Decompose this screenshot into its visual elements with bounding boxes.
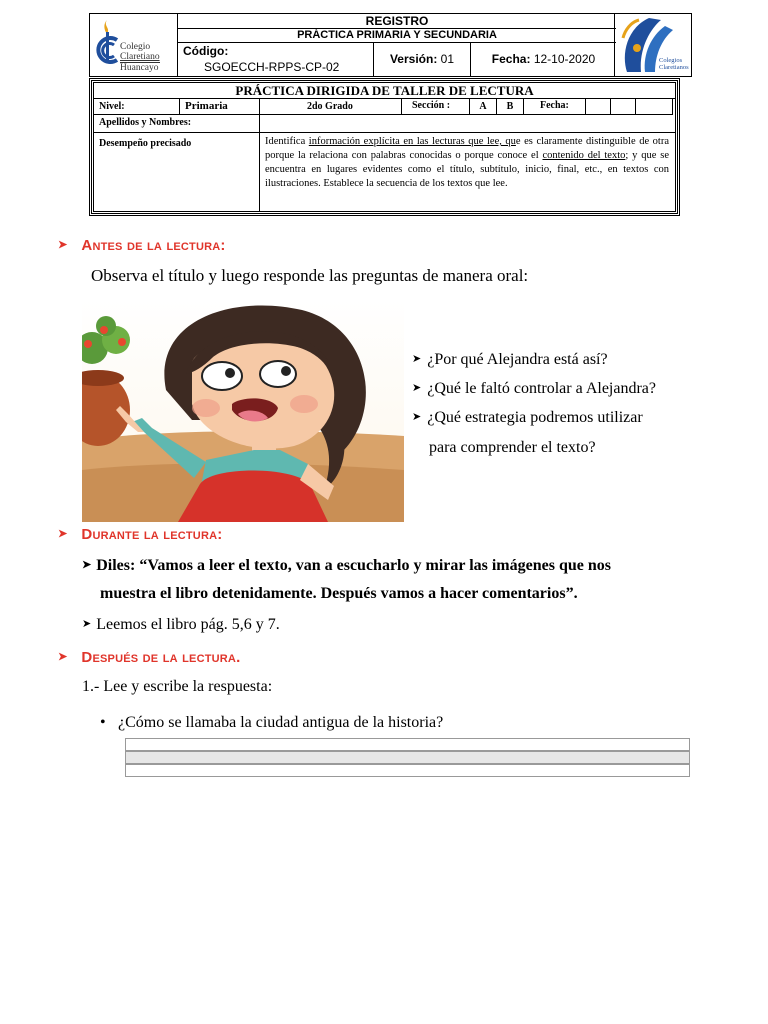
antes-question-3-cont: para comprender el texto? <box>429 439 596 456</box>
nivel-label: Nivel: <box>94 99 180 115</box>
fecha-value: 12-10-2020 <box>533 52 596 66</box>
antes-question-2: ➤ ¿Qué le faltó controlar a Alejandra? <box>412 380 656 397</box>
durante-item-1: ➤ Diles: “Vamos a leer el texto, van a escucharlo y mirar las imágenes que nos <box>82 557 611 574</box>
registro-title: REGISTRO <box>178 14 616 29</box>
practica-subtitle: PRÁCTICA PRIMARIA Y SECUNDARIA <box>178 29 616 43</box>
desempeno-text <box>260 133 673 191</box>
arrow-bullet-icon: ➤ <box>412 353 422 365</box>
durante-item-2: ➤ Leemos el libro pág. 5,6 y 7. <box>82 616 280 633</box>
logo-line-1: Colegio <box>120 42 151 52</box>
desempeno-part-1: Identifica <box>265 136 309 147</box>
durante-item-1-cont: muestra el libro detenidamente. Después vamos a hacer comentarios”. <box>100 585 578 602</box>
fecha-cell <box>471 43 616 76</box>
fecha-label: Fecha: <box>491 52 531 66</box>
arrow-bullet-icon: ➤ <box>412 382 422 394</box>
document-header <box>89 13 692 77</box>
logo-line-3: Huancayo <box>120 63 159 73</box>
codigo-cell <box>178 43 374 76</box>
despues-heading <box>58 649 240 666</box>
claretiano-emblem-icon <box>95 18 123 68</box>
arrow-bullet-icon: ➤ <box>58 528 68 540</box>
codigo-label: Código: <box>183 44 229 58</box>
fecha-year-cell <box>636 99 673 115</box>
answer-line-2[interactable] <box>125 751 690 764</box>
despues-question-1: • ¿Cómo se llamaba la ciudad antigua de la historia? <box>100 714 444 731</box>
desempeno-label: Desempeño precisado <box>94 133 260 211</box>
answer-line-3[interactable] <box>125 764 690 777</box>
desempeno-underlined-1: información explícita en las lecturas que lee, qu <box>308 136 516 147</box>
seccion-label: Sección : <box>402 99 470 115</box>
durante-heading-text: Durante la lectura: <box>81 526 223 543</box>
antes-heading <box>58 237 226 254</box>
despues-instruction: 1.- Lee y escribe la respuesta: <box>82 678 273 695</box>
arrow-bullet-icon: ➤ <box>58 239 68 251</box>
durante-heading <box>58 526 222 543</box>
seccion-a: A <box>470 99 497 115</box>
despues-heading-text: Después de la lectura. <box>81 649 241 666</box>
arrow-bullet-icon: ➤ <box>58 651 68 663</box>
practice-title: PRÁCTICA DIRIGIDA DE TALLER DE LECTURA <box>94 83 675 99</box>
answer-line-1[interactable] <box>125 738 690 751</box>
logo-right-caption: Colegios Claretianos <box>659 57 689 71</box>
antes-question-1: ➤ ¿Por qué Alejandra está así? <box>412 351 608 368</box>
apellidos-label: Apellidos y Nombres: <box>94 115 260 133</box>
fecha-label-table: Fecha: <box>524 99 586 115</box>
seccion-b: B <box>497 99 524 115</box>
desempeno-part-3: ; y que se encuentra en lugares evidentes como el título, subtítulo, inicio, final, etc., en textos con ilustraciones. Establece la secuencia de los textos que lee. <box>265 150 669 189</box>
codigo-value: SGOECCH-RPPS-CP-02 <box>204 60 340 74</box>
desempeno-underlined-2: contenido del texto <box>542 150 626 161</box>
version-value: 01 <box>440 52 455 66</box>
desempeno-part-2: e es claramente distinguible de otra porque la relaciona con palabras conocidas o porque conoce el <box>265 136 669 161</box>
version-cell <box>374 43 471 76</box>
grado-value: 2do Grado <box>260 99 402 115</box>
arrow-bullet-icon: ➤ <box>412 411 422 423</box>
arrow-bullet-icon: ➤ <box>82 618 92 630</box>
fecha-month-cell <box>611 99 636 115</box>
nivel-value: Primaria <box>180 99 260 115</box>
colegios-claretianos-logo <box>614 14 691 76</box>
logo-line-2: Claretiano <box>120 52 160 62</box>
bullet-dot-icon: • <box>100 714 106 731</box>
colegio-claretiano-logo <box>90 14 178 76</box>
alejandra-illustration <box>82 300 404 522</box>
antes-heading-text: Antes de la lectura: <box>81 237 226 254</box>
practice-table <box>91 80 678 214</box>
fecha-day-cell <box>586 99 611 115</box>
version-label: Versión: <box>389 52 438 66</box>
apellidos-input-area <box>260 115 675 133</box>
antes-question-3: ➤ ¿Qué estrategia podremos utilizar <box>412 409 643 426</box>
arrow-bullet-icon: ➤ <box>82 559 92 571</box>
antes-instruction: Observa el título y luego responde las preguntas de manera oral: <box>91 266 529 285</box>
